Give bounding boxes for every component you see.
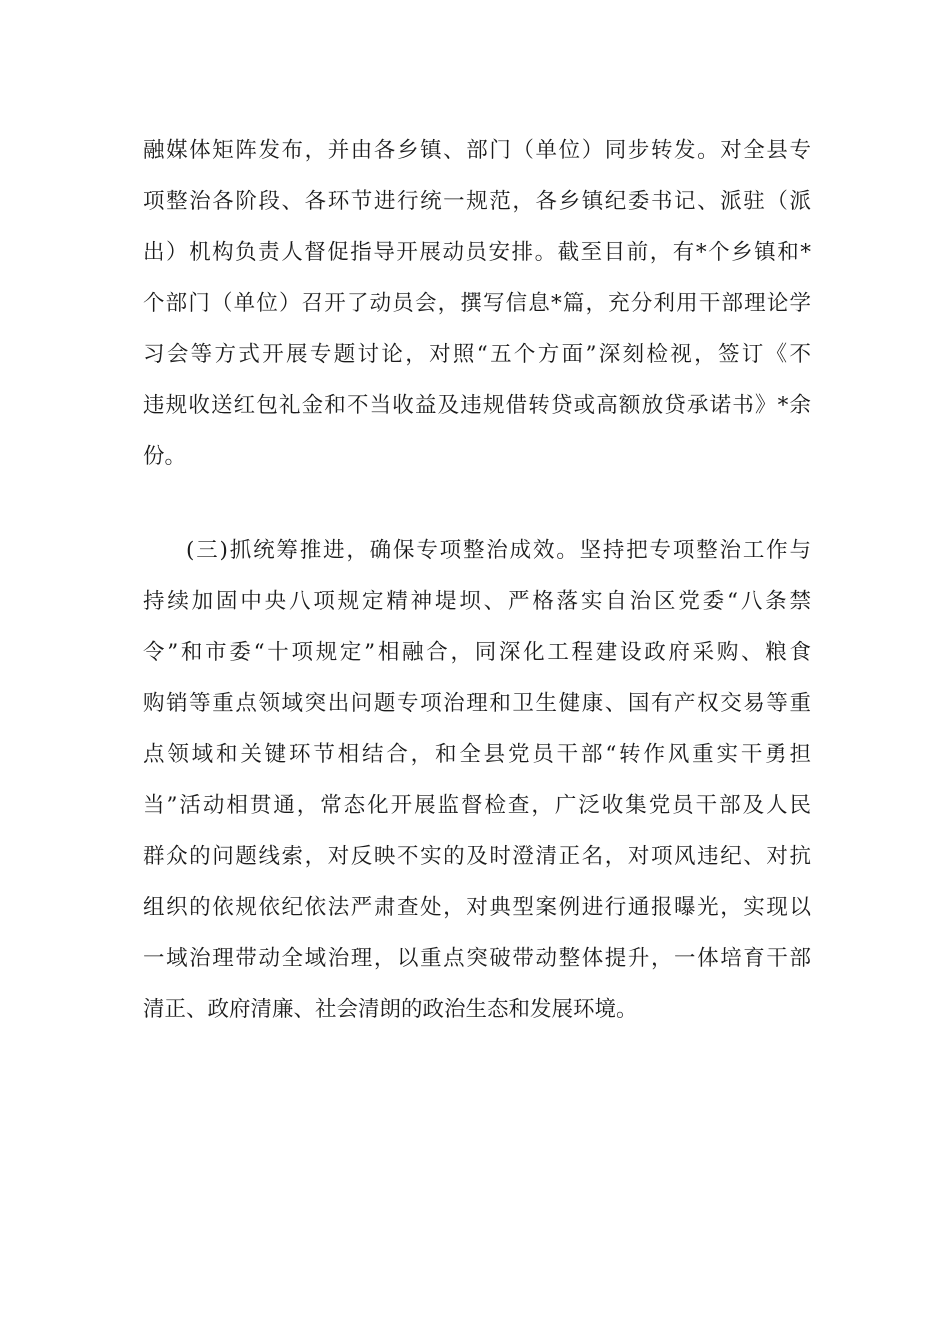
paragraph-line: 一域治理带动全域治理，以重点突破带动整体提升，一体培育干部	[143, 946, 811, 971]
paragraph-line: 令”和市委“十项规定”相融合，同深化工程建设政府采购、粮食	[143, 640, 811, 665]
paragraph-line: (三)抓统筹推进，确保专项整治成效。坚持把专项整治工作与	[186, 538, 811, 563]
paragraph-line: 融媒体矩阵发布，并由各乡镇、部门（单位）同步转发。对全县专	[143, 138, 811, 163]
paragraph-line: 违规收送红包礼金和不当收益及违规借转贷或高额放贷承诺书》*余	[143, 393, 811, 418]
paragraph-line: 清正、政府清廉、社会清朗的政治生态和发展环境。	[143, 997, 638, 1022]
paragraph-line: 份。	[143, 444, 187, 469]
paragraph-line: 持续加固中央八项规定精神堤坝、严格落实自治区党委“八条禁	[143, 589, 811, 614]
paragraph-line: 出）机构负责人督促指导开展动员安排。截至目前，有*个乡镇和*	[143, 240, 811, 265]
paragraph-line: 组织的依规依纪依法严肃查处，对典型案例进行通报曝光，实现以	[143, 895, 811, 920]
paragraph-line: 习会等方式开展专题讨论，对照“五个方面”深刻检视，签订《不	[143, 342, 811, 367]
paragraph-2	[143, 525, 811, 1035]
paragraph-line: 项整治各阶段、各环节进行统一规范，各乡镇纪委书记、派驻（派	[143, 189, 811, 214]
paragraph-line: 群众的问题线索，对反映不实的及时澄清正名，对项风违纪、对抗	[143, 844, 811, 869]
paragraph-1	[143, 125, 811, 482]
paragraph-line: 当”活动相贯通，常态化开展监督检查，广泛收集党员干部及人民	[143, 793, 811, 818]
paragraph-line: 点领域和关键环节相结合，和全县党员干部“转作风重实干勇担	[143, 742, 811, 767]
paragraph-line: 个部门（单位）召开了动员会，撰写信息*篇，充分利用干部理论学	[143, 291, 811, 316]
paragraph-line: 购销等重点领域突出问题专项治理和卫生健康、国有产权交易等重	[143, 691, 811, 716]
